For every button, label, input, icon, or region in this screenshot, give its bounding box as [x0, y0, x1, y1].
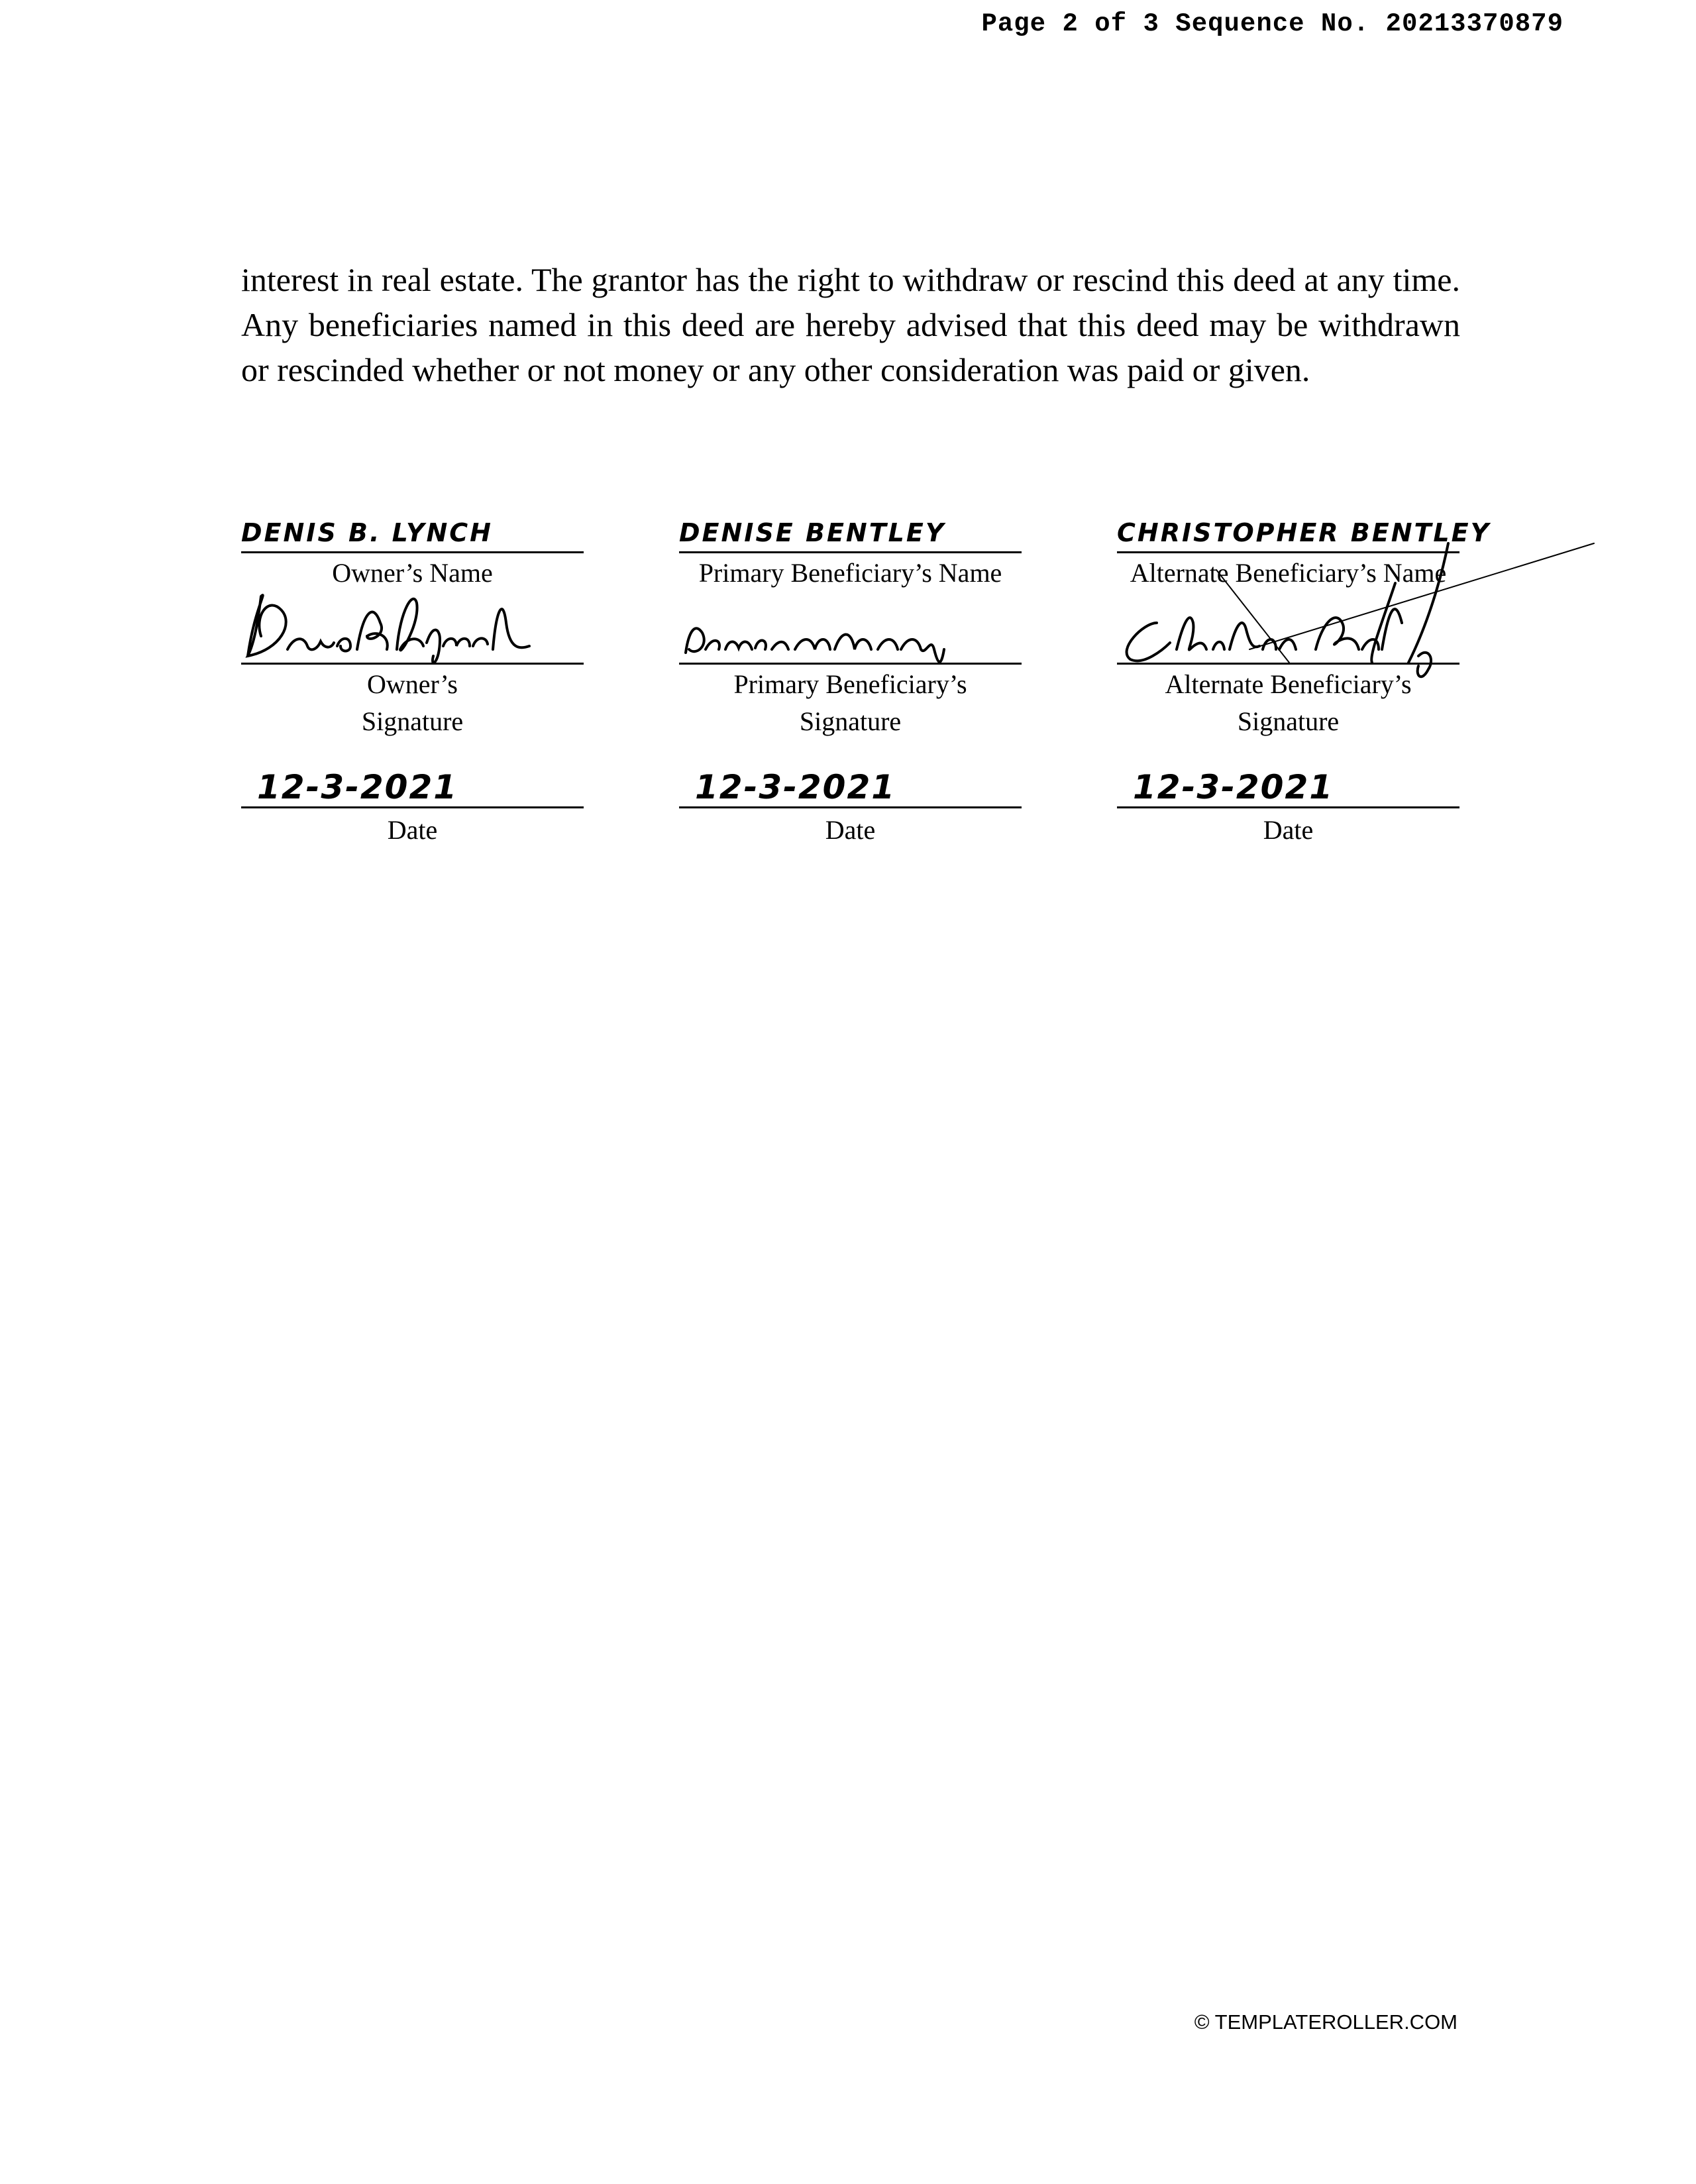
- alternate-beneficiary-date-label: Date: [1263, 815, 1314, 845]
- primary-beneficiary-signature-label: Primary Beneficiary’s: [733, 669, 967, 699]
- primary-beneficiary-handwritten-signature: [679, 583, 1022, 665]
- alternate-beneficiary-handwritten-signature: [1117, 583, 1459, 665]
- primary-beneficiary-printed-name: DENISE BENTLEY: [679, 514, 1022, 553]
- owner-name-label: Owner’s Name: [332, 558, 493, 588]
- deed-paragraph: interest in real estate. The grantor has the right to withdraw or rescind this deed at any time. Any beneficiaries named in this deed are hereby advised that this deed may be withdrawn or rescinded whether or not money or any other consideration was paid or given.: [241, 261, 1460, 388]
- alternate-beneficiary-printed-name: CHRISTOPHER BENTLEY: [1117, 514, 1459, 553]
- alternate-beneficiary-signature-block: [1117, 0, 1491, 928]
- alternate-beneficiary-name-label: Alternate Beneficiary’s Name: [1130, 558, 1447, 588]
- owner-signature-block: [241, 0, 584, 928]
- primary-beneficiary-signed-date: 12-3-2021: [679, 761, 1022, 808]
- primary-beneficiary-signature-block: [679, 0, 1022, 928]
- owner-date-label: Date: [387, 815, 438, 845]
- owner-handwritten-signature: [241, 583, 584, 665]
- primary-beneficiary-name-label: Primary Beneficiary’s Name: [698, 558, 1002, 588]
- owner-signed-date: 12-3-2021: [241, 761, 584, 808]
- alternate-beneficiary-signature-label-line2: Signature: [1237, 706, 1340, 736]
- alternate-beneficiary-signed-date: 12-3-2021: [1117, 761, 1459, 808]
- primary-beneficiary-signature-label-line2: Signature: [799, 706, 902, 736]
- primary-beneficiary-date-label: Date: [825, 815, 876, 845]
- owner-signature-label-line2: Signature: [361, 706, 464, 736]
- alternate-beneficiary-signature-label: Alternate Beneficiary’s: [1165, 669, 1412, 699]
- page-sequence-header: Page 2 of 3 Sequence No. 20213370879: [981, 9, 1564, 38]
- owner-signature-label: Owner’s: [366, 669, 458, 699]
- owner-printed-name: DENIS B. LYNCH: [241, 514, 584, 553]
- copyright-footer: © TEMPLATEROLLER.COM: [1194, 2010, 1458, 2034]
